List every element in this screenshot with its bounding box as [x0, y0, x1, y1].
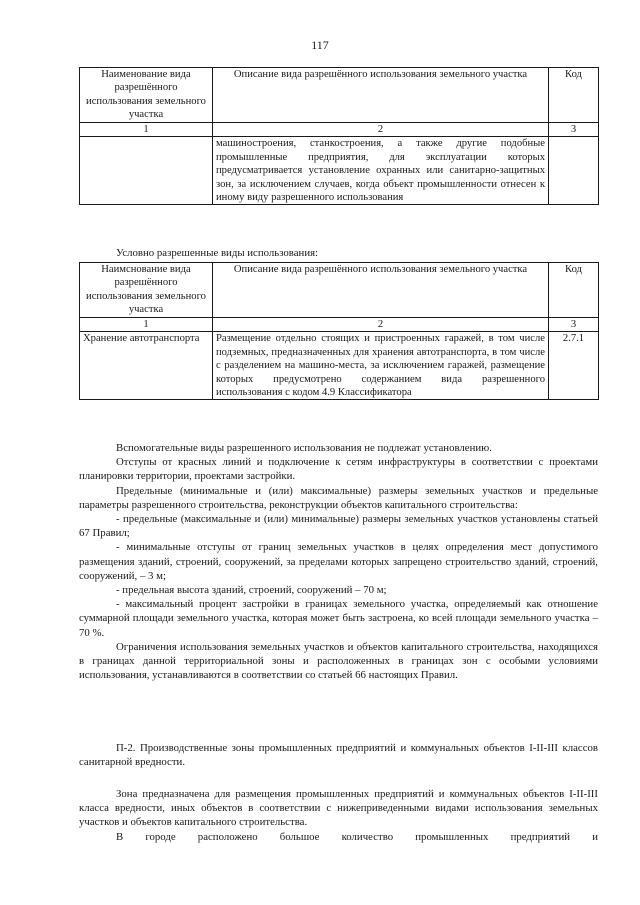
- column-number-1: 1: [80, 123, 213, 137]
- restrictions-paragraph: Ограничения использования земельных участков и объектов капитального строительства, находящихся в границах данной территориальной зоны и расположенных в границах зон с особыми условиями использования, устанавливаются в соответствии со статьей 66 настоящих Правил.: [79, 640, 598, 682]
- city-enterprises-paragraph: В городе расположено большое количество промышленных предприятий и: [116, 830, 598, 843]
- table-header-row: [80, 263, 599, 318]
- max-height-item: - предельная высота зданий, строений, сооружений – 70 м;: [116, 584, 387, 597]
- header-code-cell: Код: [549, 68, 599, 123]
- use-name-cell: Хранение автотранспорта: [80, 332, 213, 400]
- auxiliary-uses-paragraph: Вспомогательные виды разрешенного использования не подлежат установлению.: [116, 442, 492, 454]
- zone-purpose-paragraph: Зона предназначена для размещения промышленных предприятий и коммунальных объектов I-II-III класса вредности, иных объектов в соответствии с нижеприведенными видами использования земельных участков и объектов капитального строительства.: [79, 788, 598, 829]
- table-row: [80, 332, 599, 400]
- column-number-row: [80, 123, 599, 137]
- use-code-cell: 2.7.1: [549, 332, 599, 400]
- regulations-text: [79, 441, 598, 682]
- column-number-2: 2: [213, 318, 549, 332]
- header-name-cell: Наимснование вида разрешённого использования земельного участка: [80, 263, 213, 318]
- setbacks-paragraph: Отступы от красных линий и подключение к сетям инфраструктуры в соответствии с проектами планировки территории, проектами застройки.: [79, 456, 598, 483]
- column-number-3: 3: [549, 123, 599, 137]
- header-code-cell: Код: [549, 263, 599, 318]
- use-name-cell: [80, 137, 213, 205]
- column-number-2: 2: [213, 123, 549, 137]
- use-code-cell: [549, 137, 599, 205]
- header-name-cell: Наименование вида разрешённого использования земельного участка: [80, 68, 213, 123]
- zone-heading: П-2. Производственные зоны промышленных предприятий и коммунальных объектов I-II-III классов санитарной вредности.: [79, 742, 598, 769]
- permitted-use-table-continued: [79, 67, 599, 205]
- table-header-row: [80, 68, 599, 123]
- header-description-cell: Описание вида разрешённого использования земельного участка: [213, 263, 549, 318]
- use-description-cell: Размещение отдельно стоящих и пристроенных гаражей, в том числе подземных, предназначенных для хранения автотранспорта, в том числе с разделением на машино-места, за исключением гаражей, размещение которых предусмотрено содержанием вида разрешенного использования с кодом 4.9 Классификатора: [213, 332, 549, 400]
- plot-size-item: - предельные (максимальные и (или) минимальные) размеры земельных участков установлены статьей 67 Правил;: [79, 513, 598, 540]
- min-setback-item: - минимальные отступы от границ земельных участков в целях определения мест допустимого размещения зданий, строений, сооружений, за пределами которых запрещено строительство зданий, строений, сооружений, – 3 м;: [79, 541, 598, 582]
- page-number: 117: [311, 38, 329, 52]
- table-row: [80, 137, 599, 205]
- column-number-row: [80, 318, 599, 332]
- column-number-1: 1: [80, 318, 213, 332]
- conditional-uses-caption: Условно разрешенные виды использования:: [116, 247, 319, 259]
- column-number-3: 3: [549, 318, 599, 332]
- use-description-cell: машиностроения, станкостроения, а также другие подобные промышленные предприятия, для эксплуатации которых предусматривается установление охранных или санитарно-защитных зон, за исключением случаев, когда объект промышленности отнесен к иному виду разрешенного использования: [213, 137, 549, 205]
- limit-sizes-paragraph: Предельные (минимальные и (или) максимальные) размеры земельных участков и предельные параметры разрешенного строительства, реконструкции объектов капитального строительства:: [79, 484, 598, 511]
- zone-heading-block: [79, 741, 598, 769]
- max-coverage-item: - максимальный процент застройки в границах земельного участка, определяемый как отношение суммарной площади земельного участка, которая может быть застроена, ко всей площади земельного участка – 70 %.: [79, 598, 598, 639]
- conditional-use-table: [79, 262, 599, 400]
- header-description-cell: Описание вида разрешённого использования земельного участка: [213, 68, 549, 123]
- zone-description-block: [79, 787, 598, 844]
